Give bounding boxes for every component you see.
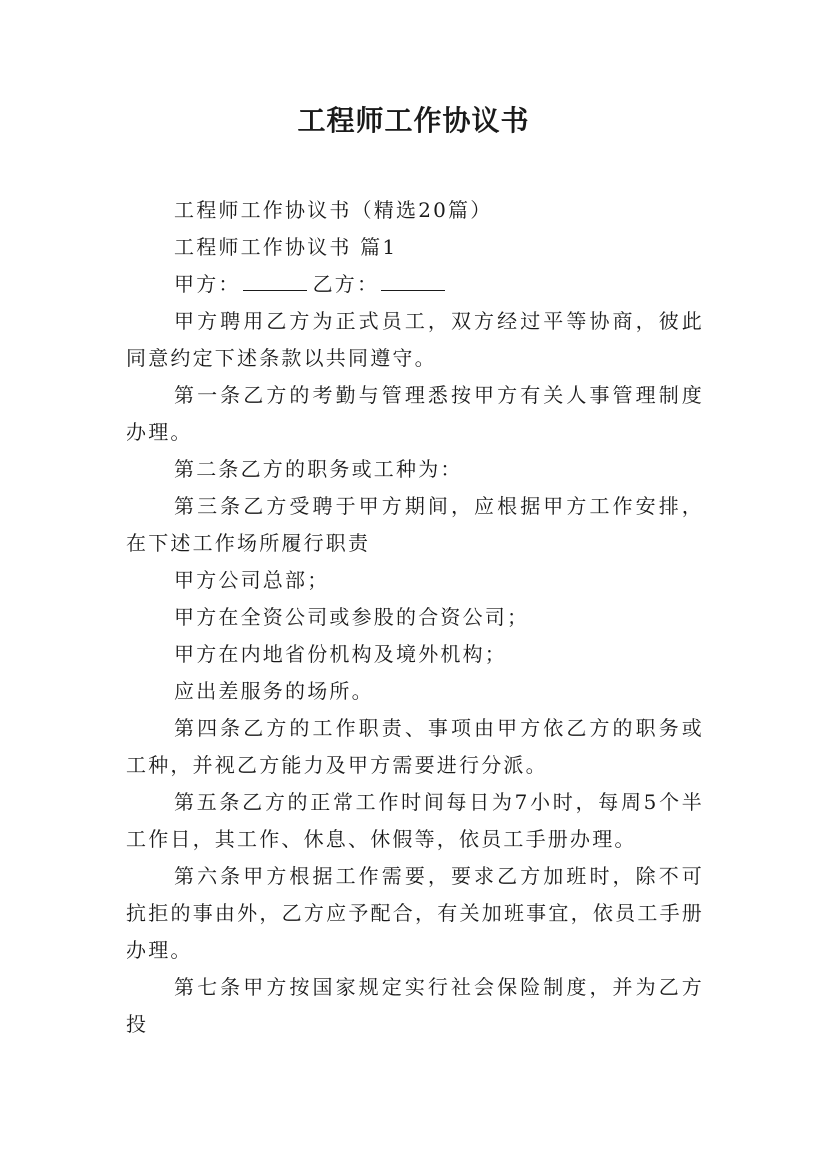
paragraph-article-2: 第二条乙方的职务或工种为： bbox=[174, 457, 463, 481]
paragraph-section-heading: 工程师工作协议书 篇1 bbox=[174, 235, 398, 259]
paragraph-location-1: 甲方公司总部； bbox=[174, 568, 330, 592]
party-a-label: 甲方： bbox=[174, 272, 241, 296]
paragraph-location-4: 应出差服务的场所。 bbox=[174, 679, 374, 703]
paragraph-article-6: 第六条甲方根据工作需要，要求乙方加班时，除不可抗拒的事由外，乙方应予配合，有关加班事宜，依员工手册办理。 bbox=[126, 864, 704, 962]
paragraph-article-1: 第一条乙方的考勤与管理悉按甲方有关人事管理制度办理。 bbox=[126, 383, 704, 444]
paragraph-article-3: 第三条乙方受聘于甲方期间，应根据甲方工作安排，在下述工作场所履行职责 bbox=[126, 494, 704, 555]
paragraph-preamble: 甲方聘用乙方为正式员工，双方经过平等协商，彼此同意约定下述条款以共同遵守。 bbox=[126, 309, 704, 370]
paragraph-article-5: 第五条乙方的正常工作时间每日为7小时，每周5个半工作日，其工作、休息、休假等，依员工手册办理。 bbox=[126, 790, 704, 851]
party-b-blank bbox=[381, 289, 445, 291]
paragraph-article-7: 第七条甲方按国家规定实行社会保险制度，并为乙方投 bbox=[126, 975, 704, 1036]
party-a-blank bbox=[243, 289, 307, 291]
paragraph-location-2: 甲方在全资公司或参股的合资公司； bbox=[174, 605, 530, 629]
document-title: 工程师工作协议书 bbox=[297, 104, 530, 137]
paragraph-subtitle: 工程师工作协议书（精选20篇） bbox=[174, 198, 493, 222]
document-body bbox=[126, 192, 704, 1043]
paragraph-article-4: 第四条乙方的工作职责、事项由甲方依乙方的职务或工种，并视乙方能力及甲方需要进行分派。 bbox=[126, 716, 704, 777]
paragraph-parties bbox=[126, 266, 704, 303]
paragraph-location-3: 甲方在内地省份机构及境外机构； bbox=[174, 642, 507, 666]
party-b-label: 乙方： bbox=[312, 272, 380, 296]
